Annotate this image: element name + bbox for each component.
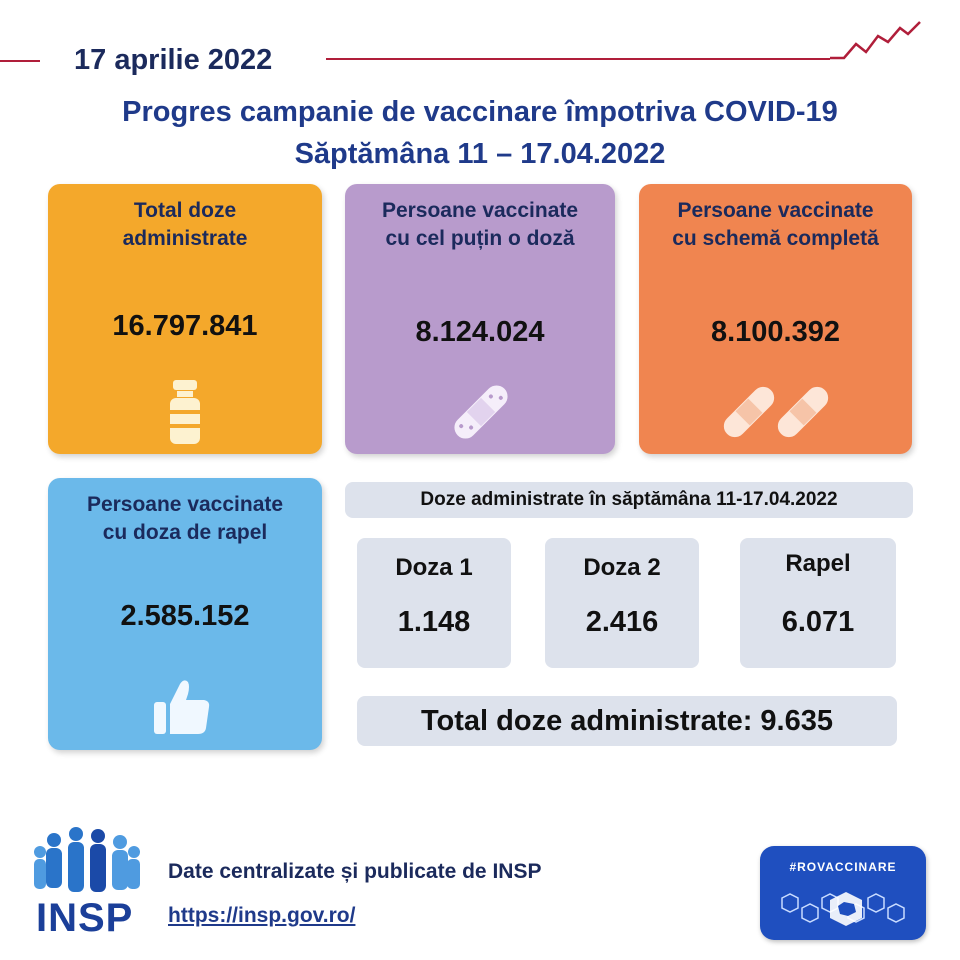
booster-value: 2.585.152 <box>120 600 250 632</box>
weekly-heading-bar <box>345 482 913 518</box>
complete-scheme-label-2: cu schemă completă <box>672 227 879 250</box>
insp-logo-people-icon <box>34 826 142 906</box>
published-by-text: Date centralizate și publicate de INSP <box>168 860 542 883</box>
hexagon-icons-icon <box>772 886 914 930</box>
page-subtitle: Săptămâna 11 – 17.04.2022 <box>294 138 666 170</box>
dose1-value: 1.148 <box>397 606 471 638</box>
dose1-panel <box>357 538 511 668</box>
two-bandages-icon <box>717 380 835 444</box>
complete-scheme-card <box>639 184 912 454</box>
one-dose-card <box>345 184 615 454</box>
total-doses-card <box>48 184 322 454</box>
report-date: 17 aprilie 2022 <box>74 44 273 76</box>
trend-line-icon <box>826 18 926 62</box>
header-left-line <box>0 60 40 62</box>
insp-website-link[interactable]: https://insp.gov.ro/ <box>168 904 356 927</box>
one-dose-label-2: cu cel puțin o doză <box>385 227 575 250</box>
insp-logo-text: INSP <box>36 896 134 940</box>
header-right-line <box>326 58 830 60</box>
weekly-heading: Doze administrate în săptămâna 11-17.04.2022 <box>420 489 838 510</box>
dose1-label: Doza 1 <box>395 554 473 581</box>
one-dose-label-1: Persoane vaccinate <box>381 199 579 222</box>
page-title: Progres campanie de vaccinare împotriva COVID-19 <box>122 96 838 128</box>
booster-weekly-panel <box>740 538 896 668</box>
booster-label-2: cu doza de rapel <box>102 521 268 544</box>
thumbs-up-icon <box>150 674 214 738</box>
rovaccinare-tag: #ROVACCINARE <box>789 860 897 874</box>
total-doses-value: 16.797.841 <box>112 310 258 342</box>
booster-weekly-value: 6.071 <box>781 606 855 638</box>
bandage-icon <box>445 380 517 444</box>
dose2-panel <box>545 538 699 668</box>
complete-scheme-value: 8.100.392 <box>710 316 840 348</box>
weekly-total-panel <box>357 696 897 746</box>
rovaccinare-badge[interactable] <box>760 846 926 940</box>
booster-label-1: Persoane vaccinate <box>86 493 284 516</box>
total-doses-label-2: administrate <box>122 227 248 250</box>
booster-card <box>48 478 322 750</box>
booster-weekly-label: Rapel <box>785 550 851 577</box>
dose2-value: 2.416 <box>585 606 659 638</box>
vial-icon <box>168 378 202 446</box>
total-doses-label-1: Total doze <box>133 199 237 222</box>
complete-scheme-label-1: Persoane vaccinate <box>677 199 874 222</box>
weekly-total: Total doze administrate: 9.635 <box>420 705 834 737</box>
one-dose-value: 8.124.024 <box>415 316 545 348</box>
dose2-label: Doza 2 <box>583 554 661 581</box>
